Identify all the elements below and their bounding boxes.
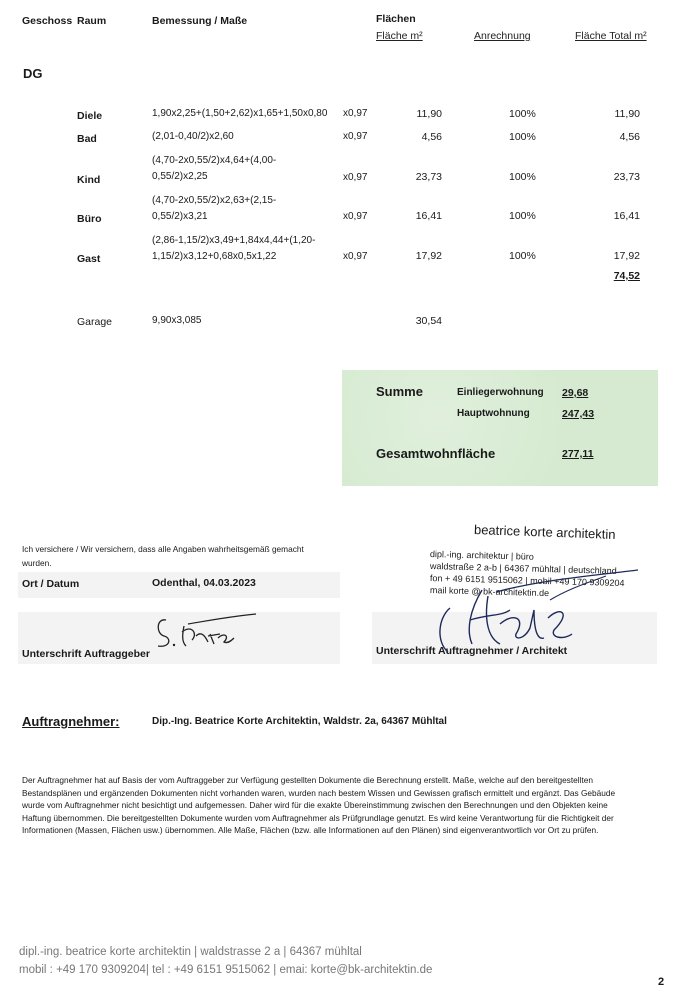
header-bemessung: Bemessung / Maße	[152, 15, 248, 27]
disclaimer-line: wurde vom Auftragnehmer nicht besichtigt und aufgemessen. Daher wird für die exakte Übereinstimmung zwischen den Berechnungen und den Objekten keine	[22, 800, 608, 811]
contractor-signature-label: Unterschrift Auftragnehmer / Architekt	[376, 645, 568, 657]
room-calculation-line-2: 1,15/2)x3,12+0,68x0,5x1,22	[152, 251, 277, 262]
disclaimer-line: Informationen (Massen, Flächen usw.) übernommen. Alle Maße, Flächen (bzw. alle Informationen auf den Plänen) sind eigenverantwortlich vor Ort zu prüfen.	[22, 825, 599, 836]
contractor-value: Dip.-Ing. Beatrice Korte Architektin, Waldstr. 2a, 64367 Mühltal	[152, 716, 447, 727]
header-geschoss: Geschoss	[22, 15, 73, 27]
room-total: 16,41	[613, 210, 640, 222]
stamp-line-3: fon + 49 6151 9515062 | mobil +49 170 9309204	[429, 573, 625, 589]
garage-calculation: 9,90x3,085	[152, 315, 202, 326]
header-flaeche-total: Fläche Total m²	[575, 30, 647, 42]
summary-box	[342, 370, 658, 486]
room-total: 17,92	[613, 250, 640, 262]
haupt-value: 247,43	[562, 408, 595, 420]
room-share: 100%	[509, 171, 536, 183]
room-calculation-line-1: (4,70-2x0,55/2)x4,64+(4,00-	[152, 155, 277, 166]
room-area: 23,73	[415, 171, 442, 183]
room-name: Kind	[77, 174, 101, 186]
room-calculation: 1,90x2,25+(1,50+2,62)x1,65+1,50x0,80	[152, 108, 328, 119]
room-calculation: (2,01-0,40/2)x2,60	[152, 131, 234, 142]
declaration-line-1: Ich versichere / Wir versichern, dass alle Angaben wahrheitsgemäß gemacht	[22, 544, 304, 554]
gesamt-label: Gesamtwohnfläche	[376, 446, 496, 461]
room-factor: x0,97	[343, 251, 368, 262]
room-area: 11,90	[416, 108, 442, 120]
room-share: 100%	[509, 108, 536, 120]
room-share: 100%	[509, 210, 536, 222]
einlieger-label: Einliegerwohnung	[457, 387, 544, 398]
haupt-label: Hauptwohnung	[457, 408, 530, 419]
room-factor: x0,97	[343, 211, 368, 222]
disclaimer-line: Der Auftragnehmer hat auf Basis der vom Auftraggeber zur Verfügung gestellten Dokumente die Berechnung erstellt. Maße, welche auf den bereitgestellten	[22, 775, 593, 785]
ort-datum-label: Ort / Datum	[22, 578, 80, 590]
room-area: 17,92	[415, 250, 442, 262]
footer-line-2: mobil : +49 170 9309204| tel : +49 6151 9515062 | emai: korte@bk-architektin.de	[19, 964, 433, 976]
room-factor: x0,97	[343, 108, 368, 119]
stamp-line-4: mail korte @ bk-architektin.de	[429, 585, 550, 599]
summary-label: Summe	[376, 384, 423, 399]
room-calculation-line-1: (2,86-1,15/2)x3,49+1,84x4,44+(1,20-	[152, 235, 316, 246]
stamp-name: beatrice korte architektin	[473, 522, 616, 542]
header-anrechnung: Anrechnung	[474, 30, 531, 42]
room-factor: x0,97	[343, 131, 368, 142]
client-signature-icon	[152, 612, 262, 657]
header-raum: Raum	[77, 15, 107, 27]
stamp-line-1: dipl.-ing. architektur | büro	[429, 549, 534, 562]
room-factor: x0,97	[343, 172, 368, 183]
gesamt-value: 277,11	[562, 448, 594, 460]
room-calculation-line-1: (4,70-2x0,55/2)x2,63+(2,15-	[152, 195, 277, 206]
disclaimer	[22, 774, 692, 837]
room-name: Gast	[77, 253, 101, 265]
stamp-line-2: waldstraße 2 a-b | 64367 mühltal | deutschland	[429, 561, 617, 576]
declaration-line-2: wurden.	[22, 558, 52, 568]
garage-name: Garage	[77, 316, 113, 328]
room-calculation-line-2: 0,55/2)x2,25	[152, 171, 208, 182]
client-signature-label: Unterschrift Auftraggeber	[22, 648, 150, 660]
room-name: Büro	[77, 213, 102, 225]
room-total: 11,90	[614, 108, 640, 120]
contractor-signature-icon	[430, 560, 640, 665]
room-total: 23,73	[613, 171, 640, 183]
garage-area: 30,54	[415, 315, 442, 327]
disclaimer-line: Bestandsplänen und ergänzenden Dokumenten nicht vorhanden waren, wurden nach bestem Wissen und Gewissen grafisch ermittelt und ergänzt. Das Gebäude	[22, 787, 616, 798]
room-total: 4,56	[619, 131, 640, 143]
footer-line-1: dipl.-ing. beatrice korte architektin | waldstrasse 2 a | 64367 mühltal	[19, 946, 362, 958]
page-number: 2	[658, 976, 665, 988]
room-share: 100%	[509, 131, 536, 143]
room-share: 100%	[509, 250, 536, 262]
room-name: Bad	[77, 133, 97, 145]
disclaimer-line: Haftung übernommen. Die bereitgestellten Dokumente wurden vom Auftragnehmer als Prüfgrundlage genutzt. Es wird keine Verantwortung für die Richtigkeit der	[22, 812, 614, 823]
header-flaechen: Flächen	[376, 13, 416, 25]
einlieger-value: 29,68	[562, 387, 589, 399]
room-area: 4,56	[421, 131, 442, 143]
room-calculation-line-2: 0,55/2)x3,21	[152, 211, 208, 222]
header-flaeche-m2: Fläche m²	[376, 30, 423, 42]
room-name: Diele	[77, 110, 103, 122]
contractor-label: Auftragnehmer:	[22, 714, 120, 729]
room-area: 16,41	[415, 210, 442, 222]
floor-label: DG	[23, 66, 43, 81]
ort-datum-value: Odenthal, 04.03.2023	[152, 577, 256, 589]
floor-subtotal: 74,52	[613, 270, 640, 282]
